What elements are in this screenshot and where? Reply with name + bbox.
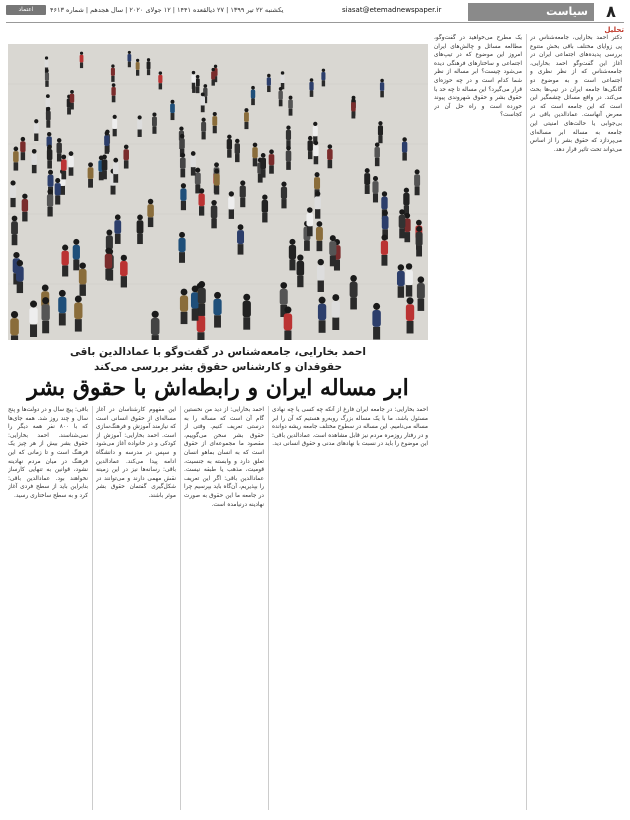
column-2-text: یک مطرح می‌خواهید در گفت‌وگو، مطالعه مسائل و چالش‌های ایران امروز این موضوع که در تیپ‌های اجتماعی و ساختارهای فرهنگی دیده می‌شود چیست؟ ابر مساله از نظر شما کدام است و در چه حوزه‌ای قرار می‌گیرد؟ این مساله تا چه حد با حقوق بشر و حقوق شهروندی پیوند خورده است و راه حل آن در کجاست؟: [434, 35, 522, 119]
column-4-text: احمد بخارایی: از دید من نخستین گام آن است که مساله را به درستی تعریف کنیم. وقتی از حقوق بشر سخن می‌گوییم، مقصود ما مجموعه‌ای از حقوق است که به انسان بماهو انسان تعلق دارد و وابسته به جنسیت، قومیت، مذهب یا طبقه نیست. عمادالدین باقی: اگر این تعریف را بپذیریم، آن‌گاه باید بپرسیم چرا در جامعه ما این حقوق به صورت نهادینه درنیامده است.: [184, 407, 264, 508]
pedestrian-figure: [10, 311, 19, 340]
crowd-photo: [8, 44, 428, 340]
article-headline: ابر مساله ایران و رابطه‌اش با حقوق بشر: [27, 375, 409, 401]
column-divider: [526, 34, 527, 810]
pedestrian-figure: [151, 311, 160, 340]
article-tag: تحلیل: [604, 26, 624, 34]
column-divider: [268, 406, 269, 810]
column-1-text: دکتر احمد بخارایی، جامعه‌شناس در پی زوایای مختلف باقی بخش متنوع بررسی پدیده‌های اجتماعی ایران در آغاز این گفت‌وگو احمد بخارایی، جامعه‌شناس که از نظر نظری و اجتماعی است و به موضوع دو گانگی‌ها جامعه ایران در تیپ‌ها بحث می‌کند. در واقع مسائل چشمگیر این است که این جامعه است که در معرض آنهاست. عمادالدین باقی در بی‌جوابی یا حالت‌های امنیتی این جامعه به مساله ابر مساله‌ای می‌پردازد که حقوق بشر را از اساس می‌تواند تحت تاثیر قرار دهد.: [530, 35, 622, 153]
page-header: [0, 0, 630, 34]
section-title: سیاست: [468, 3, 594, 21]
column-3: [272, 406, 428, 810]
column-3-text: احمد بخارایی: در جامعه ایران فارغ از آنکه چه کسی یا چه نهادی مسئول باشد، ما با یک مساله بزرگ روبه‌رو هستیم که آن را ابر مساله می‌نامیم. این مساله در سطوح مختلف جامعه ریشه دوانده و در رفتار روزمره مردم نیز قابل مشاهده است. عمادالدین باقی: این موضوع را باید در نسبت با نهادهای مدنی و حقوق انسانی دید.: [272, 407, 428, 448]
newspaper-logo: اعتماد: [6, 5, 46, 15]
subtitle-line-2: حقوقدان و کارشناس حقوق بشر بررسی می‌کند: [93, 361, 343, 373]
column-1: [530, 34, 622, 810]
crowd-illustration: [8, 44, 428, 340]
column-4: [184, 406, 264, 810]
pedestrian-figure: [284, 306, 293, 340]
issue-line: یکشنبه ۲۲ تیر ۱۳۹۹ | ۲۷ ذیالقعده ۱۴۴۱ | ۱۲ جولای ۲۰۲۰ | سال هجدهم | شماره ۴۶۱۳: [50, 6, 284, 14]
article-subtitle: [8, 345, 428, 375]
column-divider: [92, 406, 93, 810]
section-email[interactable]: siasat@etemadnewspaper.ir: [342, 6, 442, 14]
column-divider: [180, 406, 181, 810]
column-2: [434, 34, 522, 810]
column-6: [8, 406, 88, 810]
column-5-text: این مفهوم کارشناسان در آغاز مساله‌ای از حقوق انسانی است که نیازمند آموزش و فرهنگ‌سازی است. احمد بخارایی: آموزش از کودکی و در خانواده آغاز می‌شود و سپس در مدرسه و دانشگاه ادامه پیدا می‌کند. عمادالدین باقی: رسانه‌ها نیز در این زمینه نقش مهمی دارند و می‌توانند در شکل‌گیری گفتمان حقوق بشر موثر باشند.: [96, 407, 176, 499]
column-6-text: باقی: پیچ سال و در دولت‌ها و پنج سال و چند روز شد. همه جای‌ها که با ۸۰۰ نفر همه دیگر را نمی‌شناسند. احمد بخارایی: حقوق بشر بیش از هر چیز یک فرهنگ است و تا زمانی که این فرهنگ در میان مردم نهادینه نشود، قوانین به تنهایی کارساز نخواهند بود. عمادالدین باقی: بنابراین باید از سطح فردی آغاز کرد و به سطح ساختاری رسید.: [8, 407, 88, 499]
column-5: [96, 406, 176, 810]
page-number: ۸: [606, 2, 616, 21]
header-rule: [6, 22, 624, 23]
subtitle-line-1: احمد بخارایی، جامعه‌شناس در گفت‌وگو با عمادالدین باقی: [69, 346, 367, 358]
